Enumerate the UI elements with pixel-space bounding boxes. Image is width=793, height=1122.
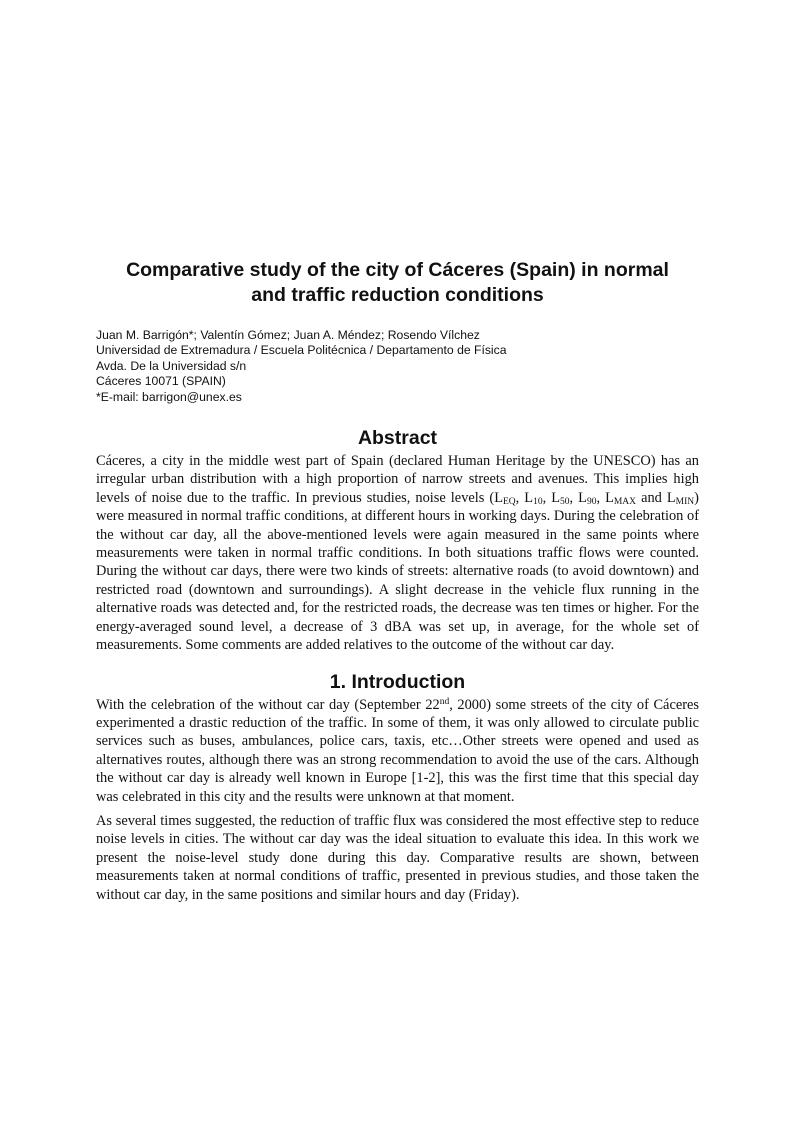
subscript-min: MIN: [675, 496, 695, 507]
affiliation: Universidad de Extremadura / Escuela Politécnica / Departamento de Física: [96, 343, 507, 358]
paper-title: [96, 258, 699, 308]
abstract-text-a: Cáceres, a city in the middle west part of Spain (declared Human Heritage by the UNESCO) has an irregular urban distribution with a high proportion of narrow streets and avenues. This implies high levels of noise due to the traffic. In previous studies, noise levels (L: [96, 453, 699, 506]
abstract-text-b: ) were measured in normal traffic conditions, at different hours in working days. During the celebration of the without car day, all the above-mentioned levels were again measured in the same points where measurements were taken in normal traffic conditions. In both situations traffic flows were counted. During the without car days, there were two kinds of streets: alternative roads (to avoid downtown) and restricted road (downtown and surroundings). A slight decrease in the vehicle flux running in the alternative roads was detected and, for the restricted roads, the decrease was ten times or higher. For the energy-averaged sound level, a decrease of 3 dBA was set up, in average, for the whole set of measurements. Some comments are added relatives to the outcome of the without car day.: [96, 489, 699, 654]
abstract-text: [96, 452, 699, 654]
title-line-1: Comparative study of the city of Cáceres (Spain) in normal: [126, 259, 669, 281]
author-names: Juan M. Barrigón*; Valentín Gómez; Juan A. Méndez; Rosendo Vílchez: [96, 328, 480, 342]
superscript-nd: nd: [439, 696, 450, 707]
subscript-10: 10: [533, 496, 543, 507]
separator-4: , L: [596, 489, 614, 506]
title-line-2: and traffic reduction conditions: [251, 284, 544, 306]
introduction-paragraph-1: [96, 696, 699, 806]
address-street: Avda. De la Universidad s/n: [96, 358, 247, 373]
separator-5: and L: [636, 489, 676, 506]
separator-3: , L: [569, 489, 587, 506]
intro-p1-text-a: With the celebration of the without car day (September 22: [96, 696, 440, 713]
abstract-heading: Abstract: [357, 427, 438, 450]
separator-2: , L: [542, 489, 561, 506]
author-block: [96, 328, 699, 405]
intro-p1-text-b: , 2000) some streets of the city of Cáceres experimented a drastic reduction of the traffic. In some of them, it was only allowed to circulate public services such as buses, ambulances, police cars, taxis, etc…Other streets were opened and used as alternatives routes, although there was an strong recommendation to avoid the use of the cars. Although the without car day is already well known in Europe [1-2], this was the first time that this special day was celebrated in this city and the results were unknown at that moment.: [96, 696, 700, 805]
subscript-90: 90: [586, 496, 597, 507]
subscript-max: MAX: [613, 496, 637, 507]
introduction-paragraph-2: As several times suggested, the reduction of traffic flux was considered the most effective step to reduce noise levels in cities. The without car day was the ideal situation to evaluate this idea. In this work we present the noise-level study done during this day. Comparative results are shown, between measurements taken at normal conditions of traffic, presented in previous studies, and those taken the without car day, in the same positions and similar hours and day (Friday).: [96, 812, 699, 903]
paper-page: [96, 258, 699, 904]
address-city: Cáceres 10071 (SPAIN): [96, 374, 226, 389]
contact-email: *E-mail: barrigon@unex.es: [96, 389, 242, 404]
introduction-heading: 1. Introduction: [329, 670, 466, 693]
subscript-50: 50: [560, 496, 570, 507]
subscript-eq: EQ: [503, 496, 516, 507]
separator-1: , L: [515, 489, 534, 506]
